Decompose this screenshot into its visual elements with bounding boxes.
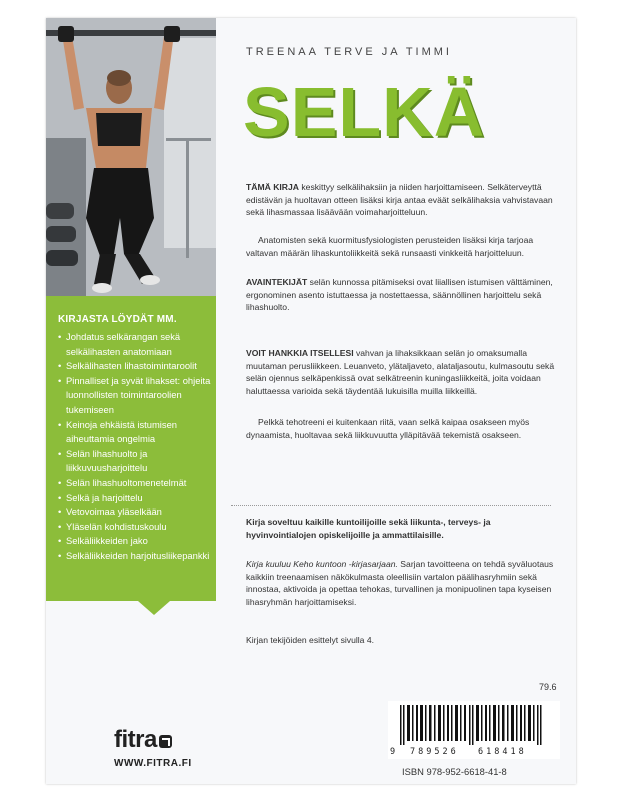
paragraph-intro: [246, 181, 556, 219]
list-item: • Yläselän kohdistuskoulu: [58, 520, 212, 535]
paragraph-text: selän kunnossa pitämiseksi ovat liiallisen istumisen välttäminen, ergonominen asento istuttaessa ja nostettaessa, säännöllinen harjoittelu sekä lihashuolto.: [246, 277, 553, 313]
paragraph-dynamic: [246, 416, 556, 441]
isbn: ISBN 978-952-6618-41-8: [402, 766, 507, 777]
paragraph-text: vahvan ja lihaksikkaan selän jo omaksumalla muutaman perusliikkeen. Leuanveto, ylätaljaveto, alataljasoutu, kulmasoutu sekä selän ojennus selkäpenkissä ovat selkätreenin kuningasliikkeitä, joita voidaan haluttaessa varioida sekä täydentää lukuisilla muilla liikkeillä.: [246, 348, 555, 396]
publisher-website: WWW.FITRA.FI: [114, 758, 192, 769]
paragraph-lead: VOIT HANKKIA ITSELLESI: [246, 348, 354, 358]
publisher-name: fitra: [114, 726, 157, 753]
barcode-digits-right: 618418: [478, 747, 527, 757]
contents-sidebar: [46, 296, 216, 601]
paragraph-text: Pelkkä tehotreeni ei kuitenkaan riitä, vaan selkä kaipaa osakseen myös dynaamista, huoltavaa sekä liikkuvuutta ylläpitävää tekemistä osakseen.: [246, 417, 530, 440]
dotted-divider: [231, 505, 551, 506]
cover-photo: [46, 18, 216, 296]
paragraph-basic-moves: [246, 347, 556, 397]
contents-list: [58, 330, 212, 564]
series-tagline: TREENAA TERVE JA TIMMI: [246, 46, 452, 58]
paragraph-series: [246, 558, 556, 608]
list-item: • Keinoja ehkäistä istumisen aiheuttamia ongelmia: [58, 418, 212, 447]
list-item: • Selkäliikkeiden harjoitusliikepankki: [58, 549, 212, 564]
paragraph-key-factors: [246, 276, 556, 314]
price-code: 79.6: [539, 682, 557, 692]
list-item: • Selän lihashuolto ja liikkuvuusharjoittelu: [58, 447, 212, 476]
publisher-mark-icon: [159, 735, 172, 748]
barcode: [388, 701, 560, 759]
paragraph-lead: Kirja kuuluu Keho kuntoon -kirjasarjaan.: [246, 559, 398, 569]
paragraph-text: keskittyy selkälihaksiin ja niiden harjoittamiseen. Selkäterveyttä edistävän ja huoltavan otteen lisäksi kirja antaa eväät selkälihaksia vahvistavaan sekä lihasmassaa lisäävään voimaharjoitteluun.: [246, 182, 553, 218]
paragraph-text: Kirjan tekijöiden esittelyt sivulla 4.: [246, 635, 375, 645]
paragraph-lead: TÄMÄ KIRJA: [246, 182, 299, 192]
list-item: • Pinnalliset ja syvät lihakset: ohjeita luonnollisten toimintaroolien tukemiseen: [58, 374, 212, 418]
paragraph-audience: [246, 516, 556, 541]
paragraph-text: Anatomisten sekä kuormitusfysiologisten perusteiden lisäksi kirja tarjoaa valtavan määrän lihaskuntoliikkeitä sekä runsaasti vinkkeitä harjoitteluun.: [246, 235, 534, 258]
paragraph-authors: [246, 634, 556, 647]
barcode-bars: [396, 705, 552, 745]
list-item: • Johdatus selkärangan sekä selkälihasten anatomiaan: [58, 330, 212, 359]
paragraph-text: Kirja soveltuu kaikille kuntoilijoille sekä liikunta-, terveys- ja hyvinvointialojen opiskelijoille ja ammattilaisille.: [246, 517, 491, 540]
book-title: SELKÄ: [243, 73, 486, 151]
sidebar-notch: [138, 601, 170, 615]
list-item: • Selän lihashuoltomenetelmät: [58, 476, 212, 491]
paragraph-anatomy: [246, 234, 556, 259]
book-back-cover: [46, 18, 576, 784]
barcode-digit-first: 9: [390, 747, 396, 757]
list-item: • Selkä ja harjoittelu: [58, 491, 212, 506]
list-item: • Selkälihasten lihastoimintaroolit: [58, 359, 212, 374]
list-item: • Vetovoimaa yläselkään: [58, 505, 212, 520]
paragraph-lead: AVAINTEKIJÄT: [246, 277, 308, 287]
sidebar-heading: KIRJASTA LÖYDÄT MM.: [58, 314, 177, 325]
barcode-digits-left: 789526: [410, 747, 459, 757]
paragraph-text: Sarjan tavoitteena on tehdä syväluotaus kaikkiin treenaamisen näkökulmasta oleellisiin vartalon päälihasryhmiin sekä innostaa, aktivoida ja opettaa tehokas, turvallinen ja monipuolinen tapa kyseisen lihasryhmän harjoittamiseksi.: [246, 559, 554, 607]
list-item: • Selkäliikkeiden jako: [58, 534, 212, 549]
publisher-logo: [114, 726, 172, 754]
